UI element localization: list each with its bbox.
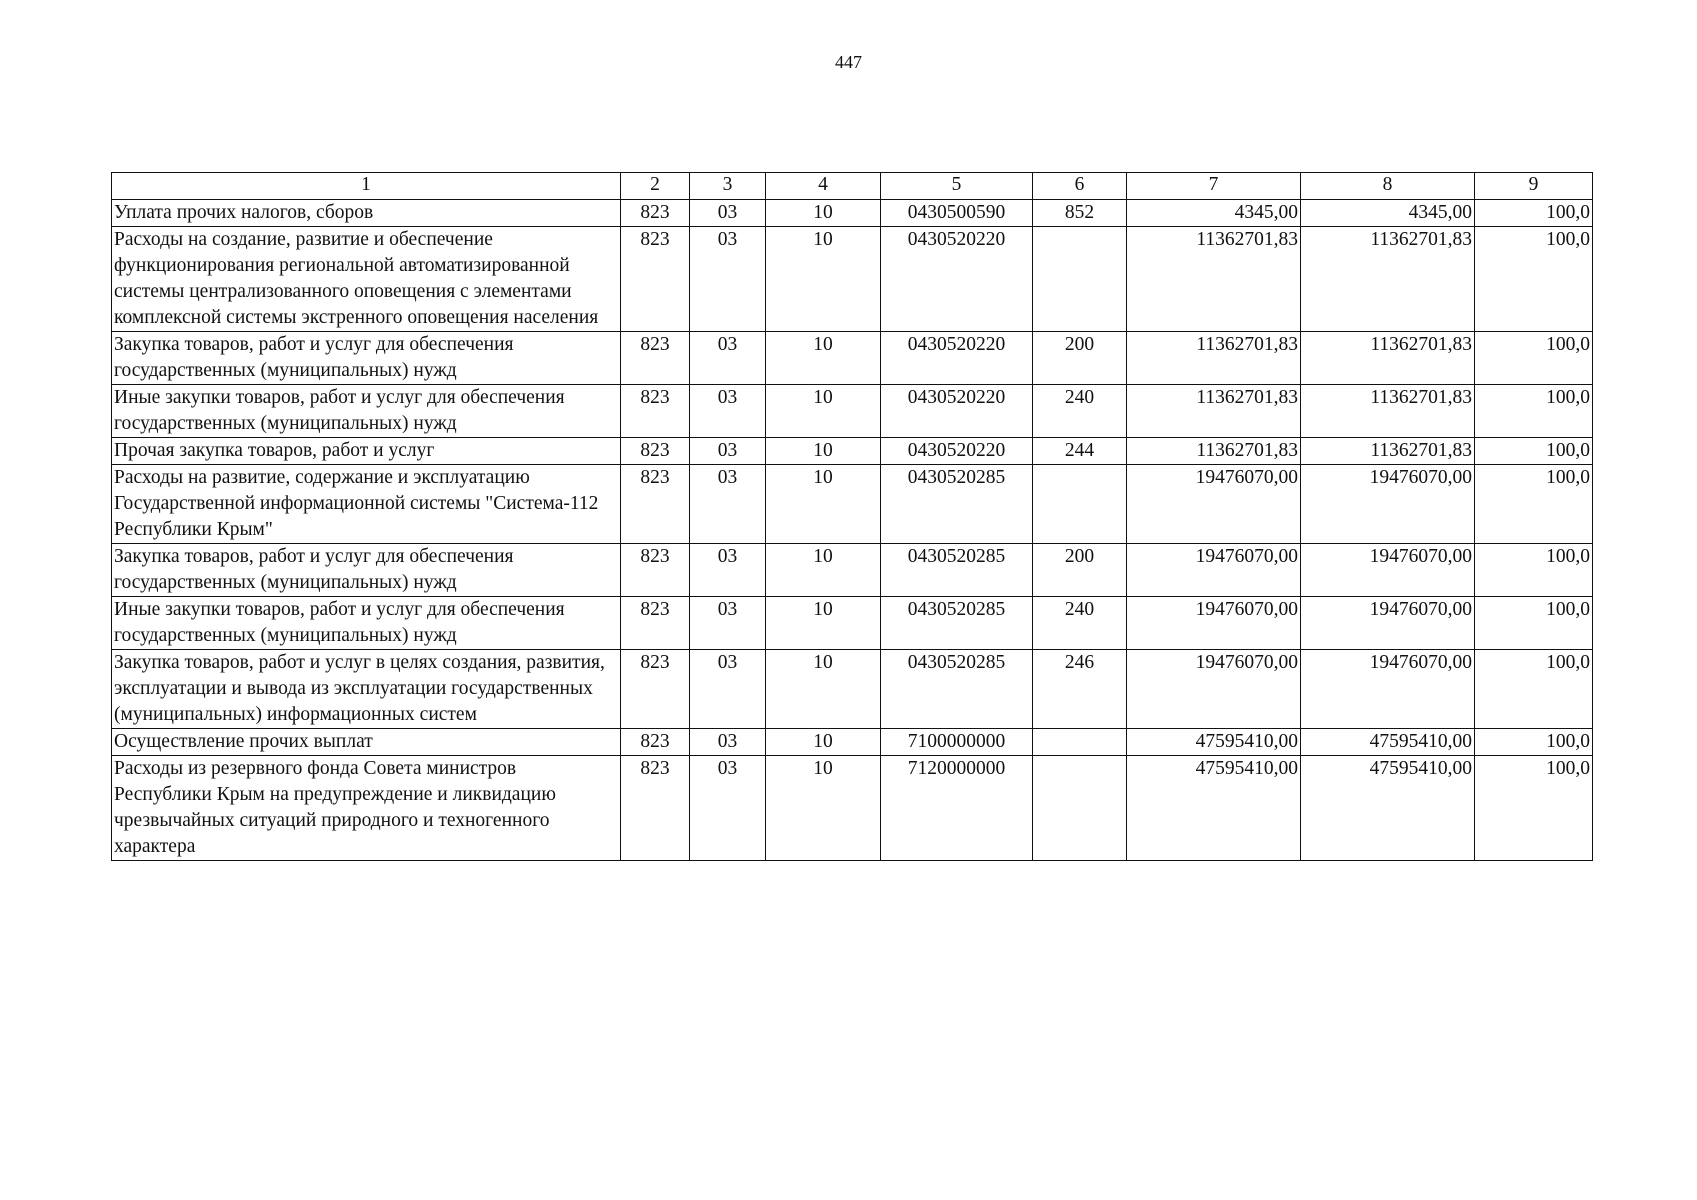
percent-cell: 100,0	[1475, 200, 1593, 227]
percent-cell: 100,0	[1475, 332, 1593, 385]
percent-cell: 100,0	[1475, 544, 1593, 597]
amount-planned-cell: 11362701,83	[1127, 227, 1301, 332]
subsection-cell: 10	[766, 756, 881, 861]
expense-type-cell: 240	[1033, 597, 1127, 650]
amount-executed-cell: 47595410,00	[1301, 756, 1475, 861]
percent-cell: 100,0	[1475, 729, 1593, 756]
amount-executed-cell: 11362701,83	[1301, 332, 1475, 385]
column-header: 3	[690, 173, 766, 200]
amount-executed-cell: 19476070,00	[1301, 544, 1475, 597]
column-header: 2	[621, 173, 690, 200]
percent-cell: 100,0	[1475, 227, 1593, 332]
description-cell: Закупка товаров, работ и услуг для обеспечения государственных (муниципальных) нужд	[112, 332, 621, 385]
subsection-cell: 10	[766, 200, 881, 227]
code-cell: 823	[621, 650, 690, 729]
code-cell: 823	[621, 385, 690, 438]
subsection-cell: 10	[766, 227, 881, 332]
expense-type-cell: 852	[1033, 200, 1127, 227]
amount-executed-cell: 11362701,83	[1301, 227, 1475, 332]
header-row	[112, 173, 1593, 200]
target-article-cell: 0430520285	[881, 597, 1033, 650]
section-cell: 03	[690, 385, 766, 438]
column-header: 7	[1127, 173, 1301, 200]
section-cell: 03	[690, 756, 766, 861]
subsection-cell: 10	[766, 597, 881, 650]
table-row	[112, 465, 1593, 544]
expense-type-cell: 244	[1033, 438, 1127, 465]
target-article-cell: 0430520285	[881, 650, 1033, 729]
subsection-cell: 10	[766, 332, 881, 385]
percent-cell: 100,0	[1475, 597, 1593, 650]
amount-executed-cell: 19476070,00	[1301, 650, 1475, 729]
code-cell: 823	[621, 729, 690, 756]
expense-type-cell	[1033, 227, 1127, 332]
table-row	[112, 544, 1593, 597]
section-cell: 03	[690, 438, 766, 465]
column-header: 9	[1475, 173, 1593, 200]
target-article-cell: 0430520220	[881, 227, 1033, 332]
subsection-cell: 10	[766, 650, 881, 729]
code-cell: 823	[621, 597, 690, 650]
percent-cell: 100,0	[1475, 465, 1593, 544]
target-article-cell: 7120000000	[881, 756, 1033, 861]
subsection-cell: 10	[766, 438, 881, 465]
table-row	[112, 650, 1593, 729]
description-cell: Прочая закупка товаров, работ и услуг	[112, 438, 621, 465]
code-cell: 823	[621, 544, 690, 597]
description-cell: Иные закупки товаров, работ и услуг для обеспечения государственных (муниципальных) нужд	[112, 385, 621, 438]
section-cell: 03	[690, 544, 766, 597]
column-header: 1	[112, 173, 621, 200]
page-number: 447	[835, 52, 862, 72]
target-article-cell: 0430520220	[881, 438, 1033, 465]
description-cell: Иные закупки товаров, работ и услуг для обеспечения государственных (муниципальных) нужд	[112, 597, 621, 650]
target-article-cell: 0430500590	[881, 200, 1033, 227]
target-article-cell: 0430520220	[881, 332, 1033, 385]
section-cell: 03	[690, 465, 766, 544]
code-cell: 823	[621, 438, 690, 465]
amount-planned-cell: 47595410,00	[1127, 729, 1301, 756]
table-row	[112, 385, 1593, 438]
section-cell: 03	[690, 729, 766, 756]
amount-executed-cell: 19476070,00	[1301, 597, 1475, 650]
table-row	[112, 597, 1593, 650]
table-row	[112, 200, 1593, 227]
expense-type-cell	[1033, 465, 1127, 544]
amount-executed-cell: 19476070,00	[1301, 465, 1475, 544]
column-header: 4	[766, 173, 881, 200]
table-row	[112, 756, 1593, 861]
target-article-cell: 0430520285	[881, 465, 1033, 544]
amount-planned-cell: 47595410,00	[1127, 756, 1301, 861]
amount-planned-cell: 19476070,00	[1127, 650, 1301, 729]
expense-type-cell	[1033, 756, 1127, 861]
subsection-cell: 10	[766, 465, 881, 544]
percent-cell: 100,0	[1475, 650, 1593, 729]
description-cell: Расходы на создание, развитие и обеспечение функционирования региональной автоматизированной системы централизованного оповещения с элементами комплексной системы экстренного оповещения населения	[112, 227, 621, 332]
table-row	[112, 227, 1593, 332]
column-header: 5	[881, 173, 1033, 200]
subsection-cell: 10	[766, 544, 881, 597]
amount-planned-cell: 19476070,00	[1127, 544, 1301, 597]
section-cell: 03	[690, 332, 766, 385]
target-article-cell: 0430520220	[881, 385, 1033, 438]
expense-type-cell: 200	[1033, 332, 1127, 385]
percent-cell: 100,0	[1475, 385, 1593, 438]
percent-cell: 100,0	[1475, 438, 1593, 465]
amount-executed-cell: 11362701,83	[1301, 438, 1475, 465]
table-row	[112, 332, 1593, 385]
description-cell: Осуществление прочих выплат	[112, 729, 621, 756]
amount-planned-cell: 11362701,83	[1127, 438, 1301, 465]
section-cell: 03	[690, 227, 766, 332]
subsection-cell: 10	[766, 385, 881, 438]
section-cell: 03	[690, 650, 766, 729]
column-header: 8	[1301, 173, 1475, 200]
description-cell: Уплата прочих налогов, сборов	[112, 200, 621, 227]
amount-executed-cell: 4345,00	[1301, 200, 1475, 227]
description-cell: Расходы из резервного фонда Совета министров Республики Крым на предупреждение и ликвидацию чрезвычайных ситуаций природного и техногенного характера	[112, 756, 621, 861]
table-body	[112, 200, 1593, 861]
expense-type-cell: 200	[1033, 544, 1127, 597]
budget-table	[111, 172, 1593, 861]
subsection-cell: 10	[766, 729, 881, 756]
percent-cell: 100,0	[1475, 756, 1593, 861]
table-row	[112, 729, 1593, 756]
code-cell: 823	[621, 200, 690, 227]
expense-type-cell	[1033, 729, 1127, 756]
description-cell: Закупка товаров, работ и услуг для обеспечения государственных (муниципальных) нужд	[112, 544, 621, 597]
code-cell: 823	[621, 227, 690, 332]
table-row	[112, 438, 1593, 465]
amount-planned-cell: 19476070,00	[1127, 597, 1301, 650]
amount-planned-cell: 4345,00	[1127, 200, 1301, 227]
description-cell: Закупка товаров, работ и услуг в целях создания, развития, эксплуатации и вывода из эксплуатации государственных (муниципальных) информационных систем	[112, 650, 621, 729]
amount-planned-cell: 11362701,83	[1127, 332, 1301, 385]
expense-type-cell: 246	[1033, 650, 1127, 729]
code-cell: 823	[621, 465, 690, 544]
amount-planned-cell: 19476070,00	[1127, 465, 1301, 544]
target-article-cell: 0430520285	[881, 544, 1033, 597]
description-cell: Расходы на развитие, содержание и эксплуатацию Государственной информационной системы "Система-112 Республики Крым"	[112, 465, 621, 544]
amount-executed-cell: 11362701,83	[1301, 385, 1475, 438]
column-header: 6	[1033, 173, 1127, 200]
code-cell: 823	[621, 756, 690, 861]
amount-planned-cell: 11362701,83	[1127, 385, 1301, 438]
section-cell: 03	[690, 200, 766, 227]
target-article-cell: 7100000000	[881, 729, 1033, 756]
code-cell: 823	[621, 332, 690, 385]
amount-executed-cell: 47595410,00	[1301, 729, 1475, 756]
section-cell: 03	[690, 597, 766, 650]
expense-type-cell: 240	[1033, 385, 1127, 438]
